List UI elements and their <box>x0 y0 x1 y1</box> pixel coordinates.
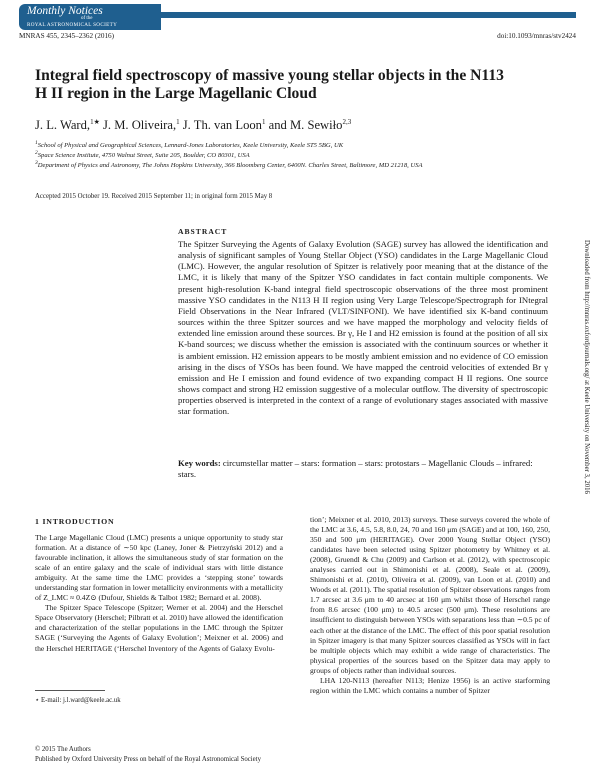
doi[interactable]: doi:10.1093/mnras/stv2424 <box>497 32 576 40</box>
copyright: © 2015 The Authors <box>35 746 91 753</box>
author-sup: 1 <box>176 118 180 126</box>
journal-logo <box>19 4 161 30</box>
intro-paragraph: tion’; Meixner et al. 2010, 2013) surveys. These surveys covered the whole of the LMC at 3.6, 4.5, 5.8, 8.0, 24, 70 and 160 μm (SAGE) and at 100, 160, 250, 350 and 500 μm (HERITAGE). Over 2000 Young Stellar Object (YSO) candidates have been selected using Spitzer photometry by Whitney et al. (2008), Gruendl & Chu (2009) and Carlson et al. (2012), with spectroscopic analyses carried out in Shimonishi et al. (2008), Seale et al. (2009), Shimonishi et al. (2010), Oliveira et al. (2009), van Loon et al. (2010) and Woods et al. (2011). The spatial resolution of Spitzer observations ranges from 1.7 arcsec at 3.6 μm to 40 arcsec at 160 μm whilst those of Herschel range from 8.6 arcsec (100 μm) to 40.5 arcsec (500 μm). These resolutions are insufficient to distinguish between YSOs with separations less than ∼0.5 pc of each other at the distance of the LMC. The effect of this poor spatial resolution in Spitzer imagery is that many Spitzer sources classified as YSOs will in fact be multiple objects which may exhibit a wide range of characteristics. The physical properties of the sources based on the Spitzer data may apply to groups of objects rather than individual sources. <box>310 515 550 675</box>
author-sup: 1★ <box>90 118 100 126</box>
title-line2: H II region in the Large Magellanic Cloud <box>35 85 317 102</box>
author-sup: 1 <box>261 118 266 126</box>
author-name: J. Th. van Loon <box>182 118 262 133</box>
keywords <box>178 458 548 480</box>
footnote-rule <box>35 690 105 691</box>
affiliation: $^2$Space Science Institute, 4750 Walnut Street, Suite 205, Boulder, CO 80301, USA <box>35 150 250 160</box>
download-note-text[interactable]: Downloaded from http://mnras.oxfordjournals.org/ at Keele University on November 3, 2016 <box>583 240 590 494</box>
logo-line1: Monthly Notices <box>27 5 103 17</box>
keywords-text: circumstellar matter – stars: formation – stars: protostars – Magellanic Clouds – infrared: stars. <box>178 458 533 480</box>
keywords-label: Key words: <box>178 458 221 468</box>
intro-paragraph: The Spitzer Space Telescope (Spitzer; Werner et al. 2004) and the Herschel Space Observatory (Herschel; Pilbratt et al. 2010) have allowed the identification and characterization of the stellar populations in the LMC through the Spitzer SAGE (‘Surveying the Agents of Galaxy Evolution’; Meixner et al. 2006) and the Herschel HERITAGE (‘Herschel Inventory of the Agents of Galaxy Evolu- <box>35 603 283 653</box>
author-list <box>35 118 351 133</box>
title-line1: Integral field spectroscopy of massive young stellar objects in the N113 <box>35 67 504 84</box>
paper-title <box>35 67 565 103</box>
submission-dates: Accepted 2015 October 19. Received 2015 September 11; in original form 2015 May 8 <box>35 193 273 200</box>
section-heading: 1 INTRODUCTION <box>35 517 115 526</box>
affiliation: $^1$School of Physical and Geographical Sciences, Lennard-Jones Laboratories, Keele University, Keele ST5 5BG, UK <box>35 140 344 150</box>
affiliation: $^3$Department of Physics and Astronomy, The Johns Hopkins University, 366 Bloomberg Center, 6400N. Charles Street, Baltimore, MD 21218, USA <box>35 160 423 170</box>
column-left <box>35 533 283 654</box>
publisher-line: Published by Oxford University Press on behalf of the Royal Astronomical Society <box>35 756 261 763</box>
intro-paragraph: The Large Magellanic Cloud (LMC) presents a unique opportunity to study star formation. At a distance of ∼50 kpc (Laney, Joner & Pietrzyński 2012) and a favourable inclination, it allows the simultaneous study of star formation on the scale of an entire galaxy and the scale of individual stars with little distance ambiguity. At the same time the LMC provides a ‘stepping stone’ towards understanding star formation in lower metallicity environments with a metallicity of Z_LMC ≈ 0.4Z⊙ (Dufour, Shields & Talbot 1982; Bernard et al. 2008). <box>35 533 283 603</box>
download-note <box>580 240 592 660</box>
author-name: J. M. Oliveira, <box>103 118 177 133</box>
abstract-heading: ABSTRACT <box>178 227 228 236</box>
abstract-text: The Spitzer Surveying the Agents of Galaxy Evolution (SAGE) survey has allowed the identification and analysis of significant samples of Young Stellar Object (YSO) candidates in the Large Magellanic Cloud (LMC). However, the angular resolution of Spitzer is relatively poor meaning that at the distance of the LMC, it is likely that many of the Spitzer YSO candidates in fact contain multiple components. We present high-resolution K-band integral field spectroscopic observations of the three most prominent massive YSO candidates in the N113 H II region using Very Large Telescope/Spectrograph for INtegral Field Observations in the Near Infrared (VLT/SINFONI). We have identified six K-band continuum sources within the three Spitzer sources and we have mapped the morphology and velocity fields of extended line emission around these sources. Br γ, He I and H2 emission is found at the position of all six K-band sources; we discuss whether the emission is associated with the continuum sources or whether it is ambient emission. H2 emission appears to be mostly ambient emission and no evidence of CO emission arising in the discs of YSOs has been found. We have mapped the centroid velocities of extended Br γ emission and He I emission and found evidence of two expanding compact H II regions. One source shows compact and strong H2 emission suggestive of a molecular outflow. The diversity of spectroscopic properties observed is interpreted in the context of a range of evolutionary stages associated with massive star formation. <box>178 239 548 417</box>
author-name: and M. Sewiło <box>268 118 343 133</box>
author-sup: 2,3 <box>342 118 352 126</box>
banner-bar <box>161 12 576 18</box>
journal-citation: MNRAS 455, 2345–2362 (2016) <box>19 32 115 40</box>
intro-paragraph: LHA 120-N113 (hereafter N113; Henize 1956) is an active starforming region within the LMC which contains a number of Spitzer <box>310 675 550 695</box>
footnote-email[interactable]: ⋆ E-mail: j.l.ward@keele.ac.uk <box>35 697 121 704</box>
logo-line3: ROYAL ASTRONOMICAL SOCIETY <box>27 22 118 28</box>
column-right <box>310 515 550 696</box>
author-name: J. L. Ward, <box>35 118 91 133</box>
logo-line2: of the <box>81 16 93 21</box>
